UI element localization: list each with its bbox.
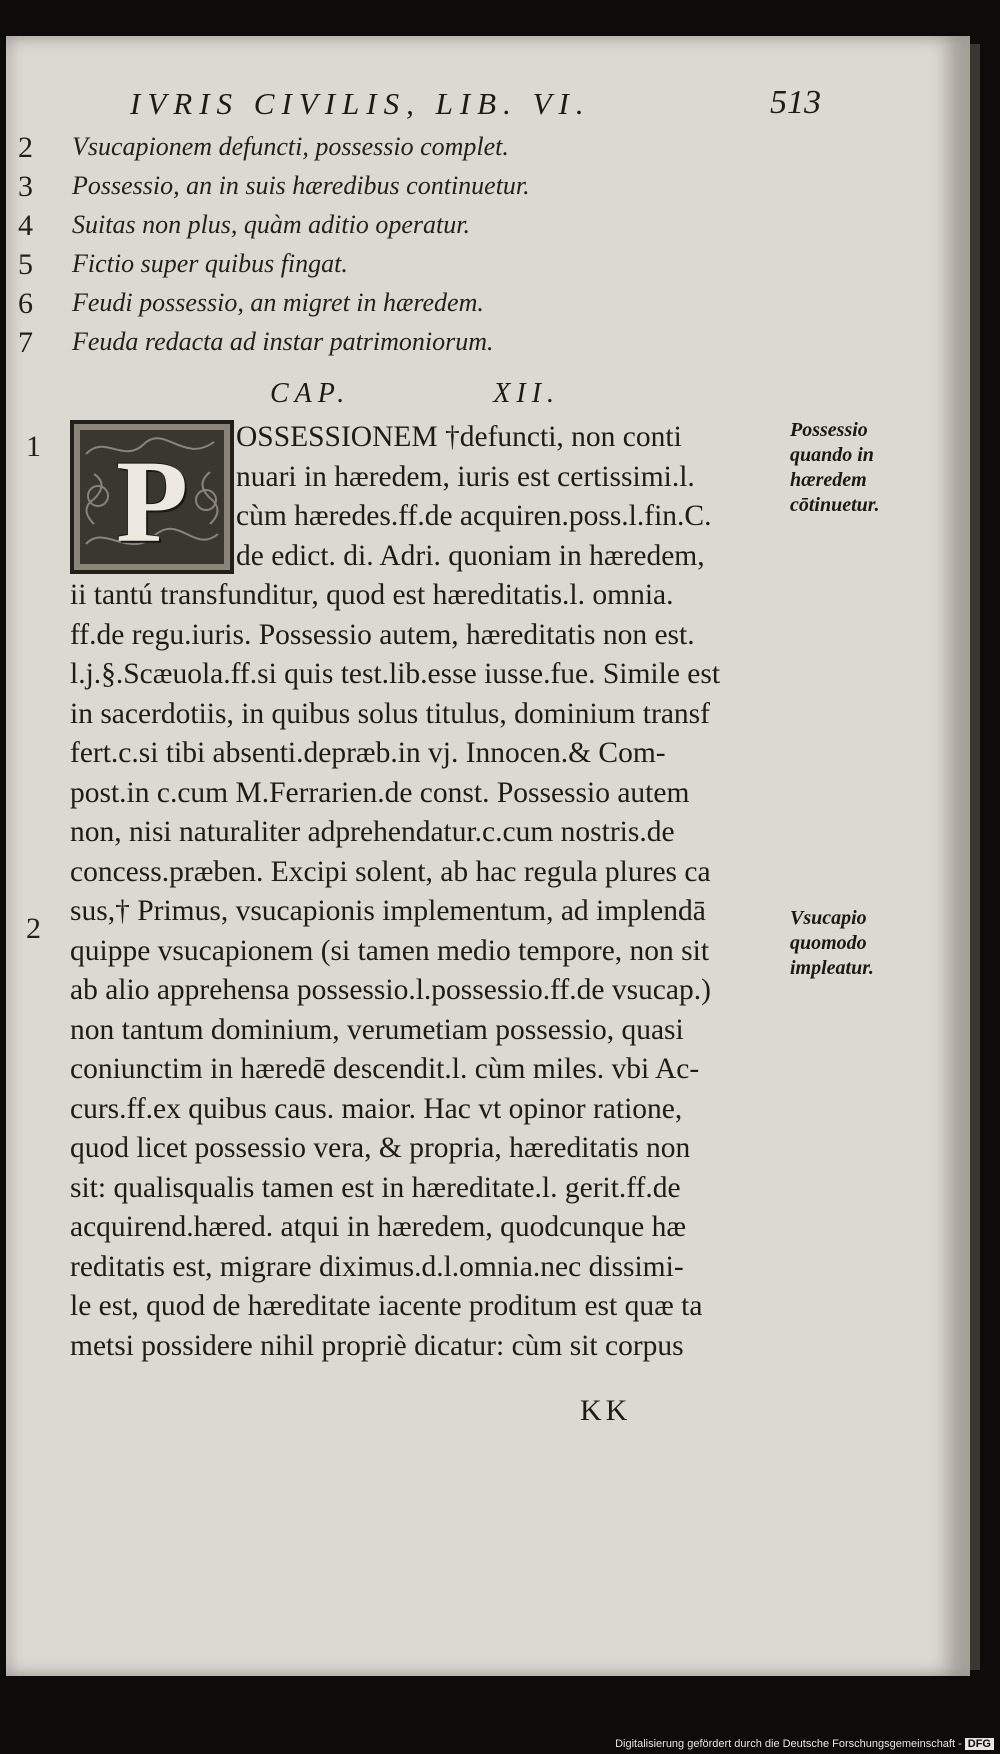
text-line: ab alio apprehensa possessio.l.possessio.ff.de vsucap.)	[70, 974, 711, 1006]
text-line: curs.ff.ex quibus caus. maior. Hac vt opinor ratione,	[70, 1092, 683, 1125]
chapter-label: CAP.	[270, 378, 351, 409]
text-line: OSSESSIONEM †defuncti, non conti	[236, 421, 682, 453]
text-line: l.j.§.Scæuola.ff.si quis test.lib.esse iusse.fue. Simile est	[70, 658, 721, 690]
summary-text: Feuda redacta ad instar patrimoniorum.	[72, 327, 494, 356]
text-line: post.in c.cum M.Ferrarien.de const. Possessio autem	[70, 776, 690, 809]
summary-item	[14, 167, 714, 206]
text-line: le est, quod de hæreditate iacente proditum est quæ ta	[70, 1290, 703, 1322]
text-line: metsi possidere nihil propriè dicatur: cùm sit corpus	[70, 1329, 684, 1362]
summary-number: 7	[18, 326, 33, 359]
text-line: sit: qualisqualis tamen est in hæreditate.l. gerit.ff.de	[70, 1171, 681, 1204]
summary-number: 6	[18, 287, 33, 320]
summary-text: Feudi possessio, an migret in hæredem.	[72, 288, 484, 317]
chapter-number: XII.	[493, 378, 561, 409]
summary-number: 3	[18, 170, 33, 203]
text-line: de edict. di. Adri. quoniam in hæredem,	[236, 539, 705, 572]
summary-number: 4	[18, 209, 33, 242]
initial-letter: P	[115, 436, 189, 567]
margin-number: 2	[26, 912, 41, 945]
text-line: nuari in hæredem, iuris est certissimi.l.	[236, 460, 695, 493]
dfg-logo: DFG	[965, 1738, 994, 1750]
catchword: KK	[580, 1394, 632, 1427]
margin-number: 1	[26, 430, 41, 463]
text-line: fert.c.si tibi absenti.depræb.in vj. Innocen.& Com-	[70, 737, 666, 769]
text-line: sus,† Primus, vsucapionis implementum, ad implendā	[70, 895, 706, 927]
summary-text: Possessio, an in suis hæredibus continuetur.	[72, 171, 530, 200]
summary-item	[14, 206, 714, 245]
text-line: ii tantú transfunditur, quod est hæreditatis.l. omnia.	[70, 579, 674, 611]
summary-number: 5	[18, 248, 33, 281]
text-line: quod licet possessio vera, & propria, hæreditatis non	[70, 1132, 691, 1164]
body-text	[70, 418, 790, 1366]
text-line: concess.præben. Excipi solent, ab hac regula plures ca	[70, 855, 711, 888]
page-edge	[970, 44, 980, 1670]
summary-item	[14, 323, 714, 362]
text-line: ff.de regu.iuris. Possessio autem, hæreditatis non est.	[70, 618, 695, 651]
summary-text: Suitas non plus, quàm aditio operatur.	[72, 210, 470, 239]
summary-item	[14, 284, 714, 323]
summary-item	[14, 245, 714, 284]
text-line: quippe vsucapionem (si tamen medio tempore, non sit	[70, 934, 710, 967]
text-line: coniunctim in hæredē descendit.l. cùm miles. vbi Ac-	[70, 1053, 700, 1085]
marginal-note: Vsucapio quomodo impleatur.	[790, 907, 874, 979]
page-number: 513	[770, 84, 821, 121]
text-line: reditatis est, migrare diximus.d.l.omnia.nec dissimi-	[70, 1250, 684, 1283]
text-line: non tantum dominium, verumetiam possessio, quasi	[70, 1013, 684, 1046]
text-line: acquirend.hæred. atqui in hæredem, quodcunque hæ	[70, 1211, 687, 1243]
marginal-note: Possessio quando in hæredem cōtinuetur.	[790, 419, 880, 516]
chapter-heading	[270, 378, 630, 410]
text-line: in sacerdotiis, in quibus solus titulus, dominium transf	[70, 697, 710, 730]
text-line: non, nisi naturaliter adprehendatur.c.cum nostris.de	[70, 816, 675, 848]
text-line: cùm hæredes.ff.de acquiren.poss.l.fin.C.	[236, 500, 712, 532]
summary-number: 2	[18, 131, 33, 164]
chapter-summary	[14, 128, 714, 362]
credit-text: Digitalisierung gefördert durch die Deutsche Forschungsgemeinschaft -	[615, 1738, 962, 1750]
digitization-credit	[615, 1738, 994, 1750]
summary-text: Fictio super quibus fingat.	[72, 249, 348, 278]
summary-item	[14, 128, 714, 167]
summary-text: Vsucapionem defuncti, possessio complet.	[72, 132, 509, 161]
running-head: IVRIS CIVILIS, LIB. VI.	[130, 86, 591, 121]
